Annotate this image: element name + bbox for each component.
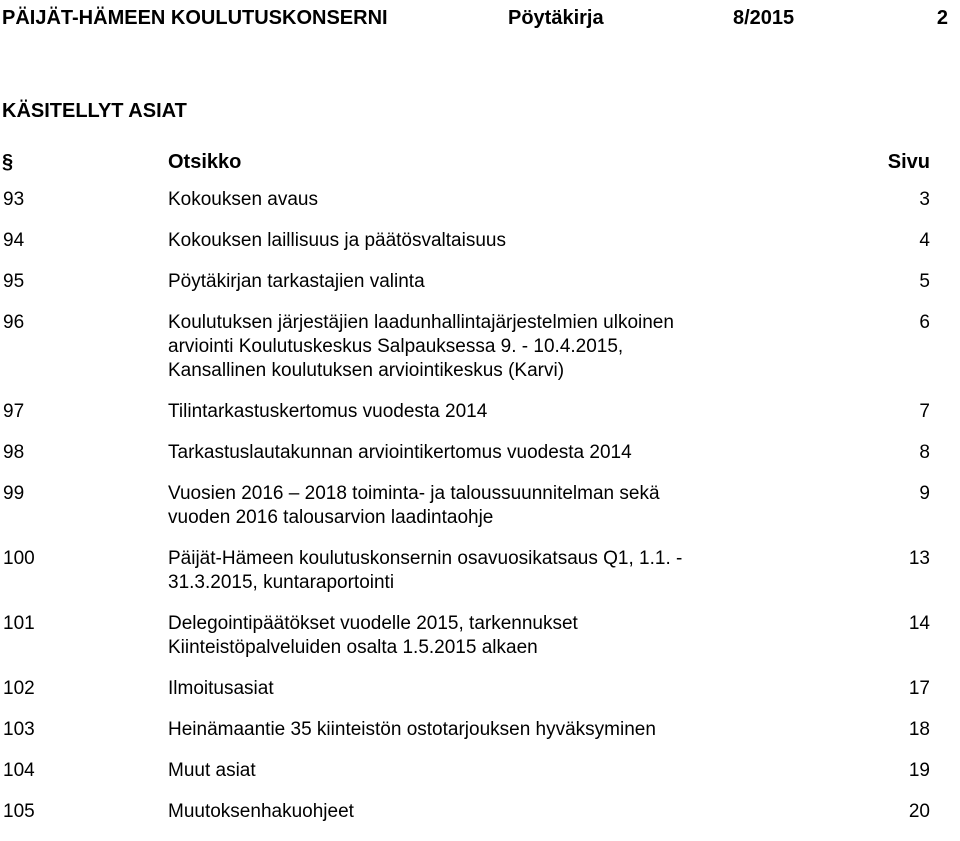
toc-item-page: 8 bbox=[919, 442, 930, 463]
toc-item-title-line: Koulutuksen järjestäjien laadunhallintajärjestelmien ulkoinen bbox=[168, 312, 674, 333]
paragraph-column-label: § bbox=[2, 151, 14, 173]
toc-item-title bbox=[168, 759, 768, 783]
toc-item-page: 19 bbox=[908, 760, 930, 781]
toc-row bbox=[0, 229, 960, 253]
toc-item-title-line: Päijät-Hämeen koulutuskonsernin osavuosikatsaus Q1, 1.1. - bbox=[168, 548, 683, 569]
toc-item-title bbox=[168, 311, 768, 383]
toc-item-title bbox=[168, 188, 768, 212]
toc-item-page: 4 bbox=[919, 230, 930, 251]
toc-item-title bbox=[168, 547, 768, 595]
toc-item-title-line: Tilintarkastuskertomus vuodesta 2014 bbox=[168, 401, 488, 422]
toc-item-number: 96 bbox=[3, 312, 25, 333]
toc-item-number: 100 bbox=[3, 548, 35, 569]
toc-item-title-line: arviointi Koulutuskeskus Salpauksessa 9. - 10.4.2015, bbox=[168, 336, 624, 357]
toc-row bbox=[0, 270, 960, 294]
toc-row bbox=[0, 482, 960, 530]
toc-item-title-line: Pöytäkirjan tarkastajien valinta bbox=[168, 271, 425, 292]
toc-item-title-line: Kiinteistöpalveluiden osalta 1.5.2015 alkaen bbox=[168, 637, 538, 658]
toc-item-number: 95 bbox=[3, 271, 25, 292]
toc-item-title bbox=[168, 612, 768, 660]
organization-name: PÄIJÄT-HÄMEEN KOULUTUSKONSERNI bbox=[2, 7, 388, 29]
toc-item-title bbox=[168, 400, 768, 424]
toc-row bbox=[0, 800, 960, 824]
toc-item-page: 13 bbox=[908, 548, 930, 569]
toc-item-number: 105 bbox=[3, 801, 35, 822]
toc-item-page: 5 bbox=[919, 271, 930, 292]
toc-row bbox=[0, 441, 960, 465]
document-header bbox=[0, 4, 960, 32]
page-number: 2 bbox=[936, 7, 948, 29]
toc-item-title-line: Vuosien 2016 – 2018 toiminta- ja taloussuunnitelman sekä bbox=[168, 483, 660, 504]
toc-row bbox=[0, 677, 960, 701]
toc-row bbox=[0, 400, 960, 424]
toc-item-number: 101 bbox=[3, 613, 35, 634]
toc-row bbox=[0, 311, 960, 383]
toc-item-title bbox=[168, 800, 768, 824]
toc-item-number: 93 bbox=[3, 189, 25, 210]
table-of-contents bbox=[0, 188, 960, 841]
page-column-label: Sivu bbox=[887, 151, 930, 173]
toc-item-title-line: Kokouksen avaus bbox=[168, 189, 318, 210]
toc-item-title-line: Ilmoitusasiat bbox=[168, 678, 274, 699]
title-column-label: Otsikko bbox=[168, 151, 242, 173]
toc-item-page: 18 bbox=[908, 719, 930, 740]
toc-item-page: 17 bbox=[908, 678, 930, 699]
toc-row bbox=[0, 718, 960, 742]
toc-column-header bbox=[0, 148, 960, 176]
toc-item-number: 94 bbox=[3, 230, 25, 251]
toc-item-title bbox=[168, 229, 768, 253]
toc-item-number: 104 bbox=[3, 760, 35, 781]
toc-row bbox=[0, 188, 960, 212]
toc-item-title bbox=[168, 441, 768, 465]
toc-item-title bbox=[168, 482, 768, 530]
toc-item-page: 9 bbox=[919, 483, 930, 504]
document-type: Pöytäkirja bbox=[508, 7, 604, 29]
toc-item-title-line: Heinämaantie 35 kiinteistön ostotarjouksen hyväksyminen bbox=[168, 719, 656, 740]
toc-item-number: 98 bbox=[3, 442, 25, 463]
toc-item-title-line: Muut asiat bbox=[168, 760, 256, 781]
toc-item-title-line: Kokouksen laillisuus ja päätösvaltaisuus bbox=[168, 230, 506, 251]
toc-item-title-line: 31.3.2015, kuntaraportointi bbox=[168, 572, 395, 593]
toc-item-title bbox=[168, 677, 768, 701]
toc-item-title bbox=[168, 270, 768, 294]
section-title: KÄSITELLYT ASIAT bbox=[2, 100, 187, 122]
toc-item-number: 99 bbox=[3, 483, 25, 504]
toc-row bbox=[0, 612, 960, 660]
toc-item-page: 14 bbox=[908, 613, 930, 634]
toc-row bbox=[0, 759, 960, 783]
toc-item-title-line: Kansallinen koulutuksen arviointikeskus (Karvi) bbox=[168, 360, 565, 381]
toc-item-title bbox=[168, 718, 768, 742]
toc-item-page: 20 bbox=[908, 801, 930, 822]
toc-item-title-line: Tarkastuslautakunnan arviointikertomus vuodesta 2014 bbox=[168, 442, 632, 463]
toc-item-title-line: Delegointipäätökset vuodelle 2015, tarkennukset bbox=[168, 613, 578, 634]
toc-item-number: 103 bbox=[3, 719, 35, 740]
toc-item-page: 7 bbox=[919, 401, 930, 422]
toc-item-number: 97 bbox=[3, 401, 25, 422]
meeting-number: 8/2015 bbox=[733, 7, 795, 29]
toc-item-number: 102 bbox=[3, 678, 35, 699]
toc-item-page: 6 bbox=[919, 312, 930, 333]
toc-row bbox=[0, 547, 960, 595]
toc-item-title-line: Muutoksenhakuohjeet bbox=[168, 801, 354, 822]
toc-item-page: 3 bbox=[919, 189, 930, 210]
toc-item-title-line: vuoden 2016 talousarvion laadintaohje bbox=[168, 507, 494, 528]
